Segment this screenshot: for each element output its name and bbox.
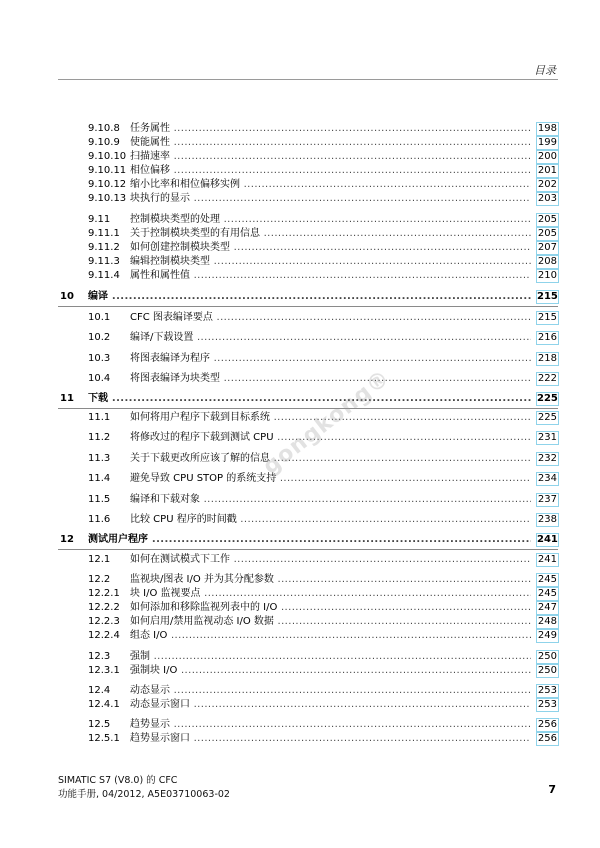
- toc-entry-label: 关于控制模块类型的有用信息 .....: [130, 227, 531, 241]
- toc-entry-number: 9.10.8: [88, 123, 120, 134]
- toc-row[interactable]: [0, 192, 600, 206]
- toc-entry-label: 监视块/图表 I/O 并为其分配参数 .....: [130, 573, 531, 587]
- toc-page-link[interactable]: 201: [537, 165, 557, 176]
- chapter-divider: [58, 306, 558, 307]
- toc-row[interactable]: [0, 411, 600, 425]
- toc-page-link[interactable]: 250: [537, 665, 557, 676]
- toc-page-link[interactable]: 205: [537, 214, 557, 225]
- toc-entry-number: 12.3: [88, 651, 111, 662]
- toc-entry-label: 使能属性 .....: [130, 136, 531, 150]
- toc-entry-label: 编译和下载对象 .....: [130, 493, 531, 507]
- toc-page-link[interactable]: 256: [537, 733, 557, 744]
- toc-row[interactable]: [0, 615, 600, 629]
- watermark: gongkong®: [258, 365, 396, 480]
- toc-entry-number: 12.2.3: [88, 616, 120, 627]
- toc-entry-number: 12.2.4: [88, 630, 120, 641]
- toc-entry-number: 11.6: [88, 514, 111, 525]
- toc-page-link[interactable]: 202: [537, 179, 557, 190]
- toc-entry-number: 12.2.1: [88, 588, 120, 599]
- toc-entry-label: 任务属性 .....: [130, 122, 531, 136]
- toc-chapter-row[interactable]: [0, 290, 600, 304]
- toc-entry-label: 如何创建控制模块类型 .....: [130, 241, 531, 255]
- footer-page-number: 7: [548, 783, 556, 796]
- toc-page-link[interactable]: 200: [537, 151, 557, 162]
- toc-row[interactable]: [0, 255, 600, 269]
- toc-row[interactable]: [0, 732, 600, 746]
- chapter-divider: [58, 408, 558, 409]
- toc-chapter-row[interactable]: [0, 533, 600, 547]
- toc-entry-label: 动态显示窗口 .....: [130, 698, 531, 712]
- toc-entry-number: 10.2: [88, 332, 111, 343]
- toc-row[interactable]: [0, 587, 600, 601]
- toc-row[interactable]: [0, 122, 600, 136]
- toc-entry-number: 9.11.4: [88, 270, 120, 281]
- header-rule: [58, 79, 558, 80]
- toc-row[interactable]: [0, 684, 600, 698]
- toc-page-link[interactable]: 231: [537, 432, 557, 443]
- toc-page-link[interactable]: 241: [537, 534, 558, 545]
- toc-entry-number: 12.4.1: [88, 699, 120, 710]
- toc-row[interactable]: [0, 331, 600, 345]
- toc-page-link[interactable]: 208: [537, 256, 557, 267]
- toc-row[interactable]: [0, 718, 600, 732]
- toc-entry-label: 强制块 I/O .....: [130, 664, 531, 678]
- toc-entry-number: 12.5.1: [88, 733, 120, 744]
- toc-entry-number: 12.1: [88, 554, 111, 565]
- header-title: 目录: [534, 64, 556, 77]
- toc-row[interactable]: [0, 352, 600, 366]
- toc-page-link[interactable]: 247: [537, 602, 557, 613]
- chapter-divider: [58, 549, 558, 550]
- toc-row[interactable]: [0, 601, 600, 615]
- toc-row[interactable]: [0, 513, 600, 527]
- toc-entry-label: 编译/下载设置 .....: [130, 331, 531, 345]
- toc-entry-label: 测试用户程序 .....: [88, 533, 531, 547]
- toc-page-link[interactable]: 256: [537, 719, 557, 730]
- toc-entry-number: 11.3: [88, 453, 111, 464]
- toc-entry-number: 9.11: [88, 214, 111, 225]
- toc-entry-number: 9.10.10: [88, 151, 127, 162]
- toc-entry-number: 9.10.13: [88, 193, 127, 204]
- toc-page-link[interactable]: 253: [537, 685, 557, 696]
- toc-page-link[interactable]: 215: [537, 291, 558, 302]
- toc-page-link[interactable]: 238: [537, 514, 557, 525]
- toc-entry-label: CFC 图表编译要点 .....: [130, 311, 531, 325]
- toc-entry-number: 12.3.1: [88, 665, 120, 676]
- toc-page-link[interactable]: 203: [537, 193, 557, 204]
- toc-page-link[interactable]: 225: [537, 412, 557, 423]
- toc-page-link[interactable]: 222: [537, 373, 557, 384]
- toc-row[interactable]: [0, 664, 600, 678]
- toc-entry-label: 属性和属性值 .....: [130, 269, 531, 283]
- toc-entry-number: 12.2: [88, 574, 111, 585]
- toc-entry-label: 块 I/O 监视要点 .....: [130, 587, 531, 601]
- toc-row[interactable]: [0, 311, 600, 325]
- toc-page-link[interactable]: 245: [537, 588, 557, 599]
- toc-page-link[interactable]: 205: [537, 228, 557, 239]
- toc-entry-label: 块执行的显示 .....: [130, 192, 531, 206]
- toc-row[interactable]: [0, 213, 600, 227]
- toc-entry-number: 11.2: [88, 432, 111, 443]
- toc-entry-label: 编辑控制模块类型 .....: [130, 255, 531, 269]
- toc-row[interactable]: [0, 227, 600, 241]
- toc-entry-number: 10: [60, 291, 74, 302]
- toc-page-link[interactable]: 218: [537, 353, 557, 364]
- toc-entry-label: 关于下载更改所应该了解的信息 .....: [130, 452, 531, 466]
- toc-page-link[interactable]: 210: [537, 270, 557, 281]
- toc-entry-label: 编译 .....: [88, 290, 531, 304]
- toc-page-link[interactable]: 198: [537, 123, 557, 134]
- toc-entry-label: 动态显示 .....: [130, 684, 531, 698]
- toc-row[interactable]: [0, 136, 600, 150]
- toc-entry-number: 10.4: [88, 373, 111, 384]
- toc-entry-number: 12.5: [88, 719, 111, 730]
- toc-page-link[interactable]: 225: [537, 393, 558, 404]
- toc-row[interactable]: [0, 241, 600, 255]
- toc-entry-label: 缩小比率和相位偏移实例 .....: [130, 178, 531, 192]
- toc-entry-label: 强制 .....: [130, 650, 531, 664]
- toc-entry-number: 12.4: [88, 685, 111, 696]
- toc-entry-label: 如何将用户程序下载到目标系统 .....: [130, 411, 531, 425]
- toc-entry-number: 12: [60, 534, 74, 545]
- toc-entry-label: 相位偏移 .....: [130, 164, 531, 178]
- toc-entry-number: 9.11.2: [88, 242, 120, 253]
- toc-entry-label: 比较 CPU 程序的时间戳 .....: [130, 513, 531, 527]
- toc-page-link[interactable]: 237: [537, 494, 557, 505]
- toc-row[interactable]: [0, 164, 600, 178]
- toc-entry-number: 9.10.12: [88, 179, 127, 190]
- toc-row[interactable]: [0, 573, 600, 587]
- toc-entry-number: 11.4: [88, 473, 111, 484]
- toc-row[interactable]: [0, 629, 600, 643]
- toc-entry-label: 将修改过的程序下载到测试 CPU .....: [130, 431, 531, 445]
- toc-entry-number: 9.11.1: [88, 228, 120, 239]
- toc-entry-label: 如何在测试模式下工作 .....: [130, 553, 531, 567]
- toc-row[interactable]: [0, 269, 600, 283]
- toc-entry-label: 如何启用/禁用监视动态 I/O 数据 .....: [130, 615, 531, 629]
- toc-entry-number: 9.11.3: [88, 256, 120, 267]
- toc-entry-number: 10.1: [88, 312, 111, 323]
- toc-entry-label: 如何添加和移除监视列表中的 I/O .....: [130, 601, 531, 615]
- toc-chapter-row[interactable]: [0, 392, 600, 406]
- toc-page-link[interactable]: 232: [537, 453, 557, 464]
- toc-entry-label: 组态 I/O .....: [130, 629, 531, 643]
- toc-page-link[interactable]: 250: [537, 651, 557, 662]
- toc-page-link[interactable]: 248: [537, 616, 557, 627]
- toc-entry-number: 11: [60, 393, 74, 404]
- toc-page-link[interactable]: 215: [537, 312, 557, 323]
- toc-row[interactable]: [0, 493, 600, 507]
- toc-page-link[interactable]: 249: [537, 630, 557, 641]
- toc-entry-label: 下载 .....: [88, 392, 531, 406]
- toc-row[interactable]: [0, 150, 600, 164]
- toc-entry-label: 扫描速率 .....: [130, 150, 531, 164]
- footer-product: SIMATIC S7 (V8.0) 的 CFC: [58, 775, 178, 786]
- toc-row[interactable]: [0, 372, 600, 386]
- toc-page-link[interactable]: 207: [537, 242, 557, 253]
- toc-entry-label: 趋势显示 .....: [130, 718, 531, 732]
- toc-entry-number: 9.10.9: [88, 137, 120, 148]
- toc-row[interactable]: [0, 472, 600, 486]
- toc-row[interactable]: [0, 178, 600, 192]
- toc-page-link[interactable]: 241: [537, 554, 557, 565]
- toc-row[interactable]: [0, 553, 600, 567]
- toc-entry-label: 将图表编译为块类型 .....: [130, 372, 531, 386]
- toc-entry-number: 10.3: [88, 353, 111, 364]
- toc-entry-label: 将图表编译为程序 .....: [130, 352, 531, 366]
- toc-entry-number: 11.1: [88, 412, 111, 423]
- toc-page-link[interactable]: 253: [537, 699, 557, 710]
- toc-entry-label: 趋势显示窗口 .....: [130, 732, 531, 746]
- toc-page-link[interactable]: 234: [537, 473, 557, 484]
- footer-manual: 功能手册, 04/2012, A5E03710063-02: [58, 789, 230, 800]
- toc-entry-label: 避免导致 CPU STOP 的系统支持 .....: [130, 472, 531, 486]
- toc-page-link[interactable]: 245: [537, 574, 557, 585]
- toc-page-link[interactable]: 216: [537, 332, 557, 343]
- toc-row[interactable]: [0, 650, 600, 664]
- toc-entry-number: 9.10.11: [88, 165, 127, 176]
- toc-page-link[interactable]: 199: [537, 137, 557, 148]
- toc-entry-number: 11.5: [88, 494, 111, 505]
- toc-row[interactable]: [0, 698, 600, 712]
- toc-entry-label: 控制模块类型的处理 .....: [130, 213, 531, 227]
- toc-entry-number: 12.2.2: [88, 602, 120, 613]
